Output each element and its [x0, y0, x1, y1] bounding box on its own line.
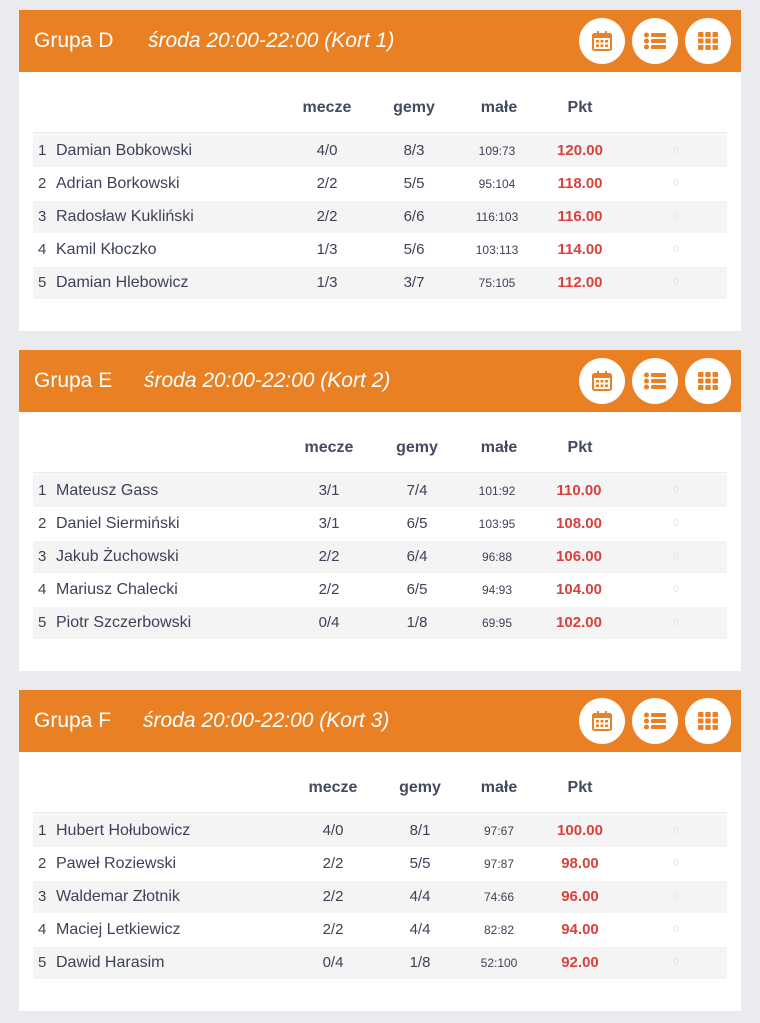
- pkt-value: 96.00: [561, 888, 599, 905]
- pkt-value: 110.00: [556, 482, 602, 499]
- gemy-value: 5/5: [409, 855, 431, 872]
- group-card: [19, 350, 741, 671]
- table-row[interactable]: [33, 168, 727, 200]
- table-row[interactable]: [33, 508, 727, 540]
- mecze-value: 2/2: [322, 888, 344, 905]
- gemy-value: 1/8: [409, 954, 431, 971]
- male-value: 103:113: [475, 243, 519, 257]
- pkt-value: 100.00: [557, 822, 603, 839]
- mecze-value: 4/0: [316, 142, 338, 159]
- grid-icon: [698, 372, 718, 390]
- player-name: Daniel Siermiński: [56, 515, 180, 532]
- extra-value: 0: [673, 957, 679, 968]
- table-header: [19, 77, 741, 139]
- male-value: 103:95: [478, 517, 516, 531]
- grid-button[interactable]: [685, 358, 731, 404]
- table-row[interactable]: [33, 947, 727, 979]
- position: 5: [38, 614, 47, 631]
- col-gemy: gemy: [393, 99, 435, 116]
- mecze-value: 2/2: [322, 855, 344, 872]
- gemy-value: 5/5: [403, 175, 425, 192]
- gemy-value: 6/5: [406, 515, 428, 532]
- player-name: Piotr Szczerbowski: [56, 614, 192, 631]
- player-name: Damian Hlebowicz: [56, 274, 189, 291]
- mecze-value: 0/4: [322, 954, 344, 971]
- group-header: [19, 10, 741, 72]
- col-gemy: gemy: [396, 439, 438, 456]
- player-name: Adrian Borkowski: [56, 175, 180, 192]
- table-row[interactable]: [33, 234, 727, 266]
- player-name: Mariusz Chalecki: [56, 581, 178, 598]
- male-value: 101:92: [478, 484, 516, 498]
- pkt-value: 120.00: [557, 142, 603, 159]
- gemy-value: 4/4: [409, 888, 431, 905]
- gemy-value: 5/6: [403, 241, 425, 258]
- list-button[interactable]: [632, 18, 678, 64]
- list-button[interactable]: [632, 358, 678, 404]
- player-name: Maciej Letkiewicz: [56, 921, 181, 938]
- group-card: [19, 690, 741, 1011]
- list-icon: [644, 712, 666, 730]
- male-value: 109:73: [478, 144, 516, 158]
- male-value: 75:105: [478, 276, 516, 290]
- player-name: Waldemar Złotnik: [56, 888, 180, 905]
- male-value: 95:104: [478, 177, 516, 191]
- group-name: Grupa F: [34, 709, 112, 732]
- grid-button[interactable]: [685, 18, 731, 64]
- male-value: 52:100: [480, 956, 518, 970]
- col-pkt: Pkt: [567, 99, 593, 116]
- male-value: 116:103: [475, 210, 519, 224]
- mecze-value: 2/2: [316, 175, 338, 192]
- extra-value: 0: [673, 145, 679, 156]
- pkt-value: 112.00: [557, 274, 603, 291]
- gemy-value: 6/4: [406, 548, 428, 565]
- table-row[interactable]: [33, 135, 727, 167]
- calendar-icon: [591, 370, 613, 392]
- extra-value: 0: [673, 211, 679, 222]
- table-row[interactable]: [33, 607, 727, 639]
- calendar-button[interactable]: [579, 18, 625, 64]
- group-name: Grupa E: [34, 369, 113, 392]
- male-value: 74:66: [483, 890, 515, 904]
- col-male: małe: [480, 439, 518, 456]
- player-name: Kamil Kłoczko: [56, 241, 157, 258]
- list-icon: [644, 32, 666, 50]
- header-divider: [33, 132, 727, 134]
- player-name: Mateusz Gass: [56, 482, 159, 499]
- col-mecze: mecze: [302, 99, 352, 116]
- player-name: Radosław Kukliński: [56, 208, 194, 225]
- calendar-icon: [591, 30, 613, 52]
- header-divider: [33, 812, 727, 814]
- gemy-value: 6/6: [403, 208, 425, 225]
- extra-value: 0: [673, 617, 679, 628]
- extra-value: 0: [673, 891, 679, 902]
- extra-value: 0: [673, 825, 679, 836]
- table-row[interactable]: [33, 848, 727, 880]
- group-name: Grupa D: [34, 29, 114, 52]
- mecze-value: 4/0: [322, 822, 344, 839]
- position: 2: [38, 855, 47, 872]
- gemy-value: 7/4: [406, 482, 428, 499]
- pkt-value: 98.00: [561, 855, 599, 872]
- table-header: [19, 757, 741, 819]
- mecze-value: 2/2: [316, 208, 338, 225]
- pkt-value: 114.00: [557, 241, 603, 258]
- position: 1: [38, 822, 47, 839]
- position: 3: [38, 208, 47, 225]
- gemy-value: 3/7: [403, 274, 425, 291]
- table-row[interactable]: [33, 574, 727, 606]
- extra-value: 0: [673, 858, 679, 869]
- player-name: Jakub Żuchowski: [56, 548, 179, 565]
- header-divider: [33, 472, 727, 474]
- table-row[interactable]: [33, 475, 727, 507]
- group-card: [19, 10, 741, 331]
- player-name: Hubert Hołubowicz: [56, 822, 191, 839]
- table-row[interactable]: [33, 914, 727, 946]
- extra-value: 0: [673, 244, 679, 255]
- grid-icon: [698, 712, 718, 730]
- group-schedule: środa 20:00-22:00 (Kort 3): [143, 709, 390, 732]
- extra-value: 0: [673, 277, 679, 288]
- calendar-icon: [591, 710, 613, 732]
- col-mecze: mecze: [304, 439, 354, 456]
- col-mecze: mecze: [308, 779, 358, 796]
- group-schedule: środa 20:00-22:00 (Kort 2): [144, 369, 391, 392]
- pkt-value: 106.00: [556, 548, 602, 565]
- pkt-value: 92.00: [561, 954, 599, 971]
- group-schedule: środa 20:00-22:00 (Kort 1): [148, 29, 395, 52]
- col-male: małe: [480, 99, 518, 116]
- male-value: 94:93: [481, 583, 513, 597]
- mecze-value: 2/2: [322, 921, 344, 938]
- gemy-value: 6/5: [406, 581, 428, 598]
- table-header: [19, 417, 741, 479]
- player-name: Paweł Roziewski: [56, 855, 177, 872]
- mecze-value: 1/3: [316, 241, 338, 258]
- gemy-value: 8/1: [409, 822, 431, 839]
- pkt-value: 102.00: [556, 614, 602, 631]
- position: 5: [38, 954, 47, 971]
- position: 5: [38, 274, 47, 291]
- position: 4: [38, 921, 47, 938]
- mecze-value: 1/3: [316, 274, 338, 291]
- table-row[interactable]: [33, 815, 727, 847]
- gemy-value: 4/4: [409, 921, 431, 938]
- pkt-value: 116.00: [557, 208, 603, 225]
- extra-value: 0: [673, 924, 679, 935]
- position: 4: [38, 581, 47, 598]
- mecze-value: 3/1: [318, 515, 340, 532]
- extra-value: 0: [673, 178, 679, 189]
- grid-icon: [698, 32, 718, 50]
- position: 1: [38, 142, 47, 159]
- col-pkt: Pkt: [567, 439, 593, 456]
- list-button[interactable]: [632, 698, 678, 744]
- position: 3: [38, 888, 47, 905]
- gemy-value: 1/8: [406, 614, 428, 631]
- grid-button[interactable]: [685, 698, 731, 744]
- position: 3: [38, 548, 47, 565]
- extra-value: 0: [673, 518, 679, 529]
- col-gemy: gemy: [399, 779, 441, 796]
- position: 2: [38, 175, 47, 192]
- male-value: 69:95: [481, 616, 513, 630]
- gemy-value: 8/3: [403, 142, 425, 159]
- mecze-value: 2/2: [318, 581, 340, 598]
- position: 1: [38, 482, 47, 499]
- pkt-value: 94.00: [561, 921, 599, 938]
- mecze-value: 0/4: [318, 614, 340, 631]
- extra-value: 0: [673, 551, 679, 562]
- male-value: 97:67: [483, 824, 515, 838]
- table-row[interactable]: [33, 201, 727, 233]
- position: 2: [38, 515, 47, 532]
- calendar-button[interactable]: [579, 358, 625, 404]
- mecze-value: 3/1: [318, 482, 340, 499]
- table-row[interactable]: [33, 881, 727, 913]
- table-row[interactable]: [33, 541, 727, 573]
- calendar-button[interactable]: [579, 698, 625, 744]
- list-icon: [644, 372, 666, 390]
- extra-value: 0: [673, 485, 679, 496]
- mecze-value: 2/2: [318, 548, 340, 565]
- player-name: Damian Bobkowski: [56, 142, 193, 159]
- group-header: [19, 690, 741, 752]
- col-male: małe: [480, 779, 518, 796]
- male-value: 82:82: [483, 923, 515, 937]
- player-name: Dawid Harasim: [56, 954, 165, 971]
- pkt-value: 104.00: [556, 581, 602, 598]
- group-header: [19, 350, 741, 412]
- position: 4: [38, 241, 47, 258]
- pkt-value: 108.00: [556, 515, 602, 532]
- male-value: 96:88: [481, 550, 513, 564]
- col-pkt: Pkt: [567, 779, 593, 796]
- table-row[interactable]: [33, 267, 727, 299]
- pkt-value: 118.00: [557, 175, 603, 192]
- male-value: 97:87: [483, 857, 515, 871]
- extra-value: 0: [673, 584, 679, 595]
